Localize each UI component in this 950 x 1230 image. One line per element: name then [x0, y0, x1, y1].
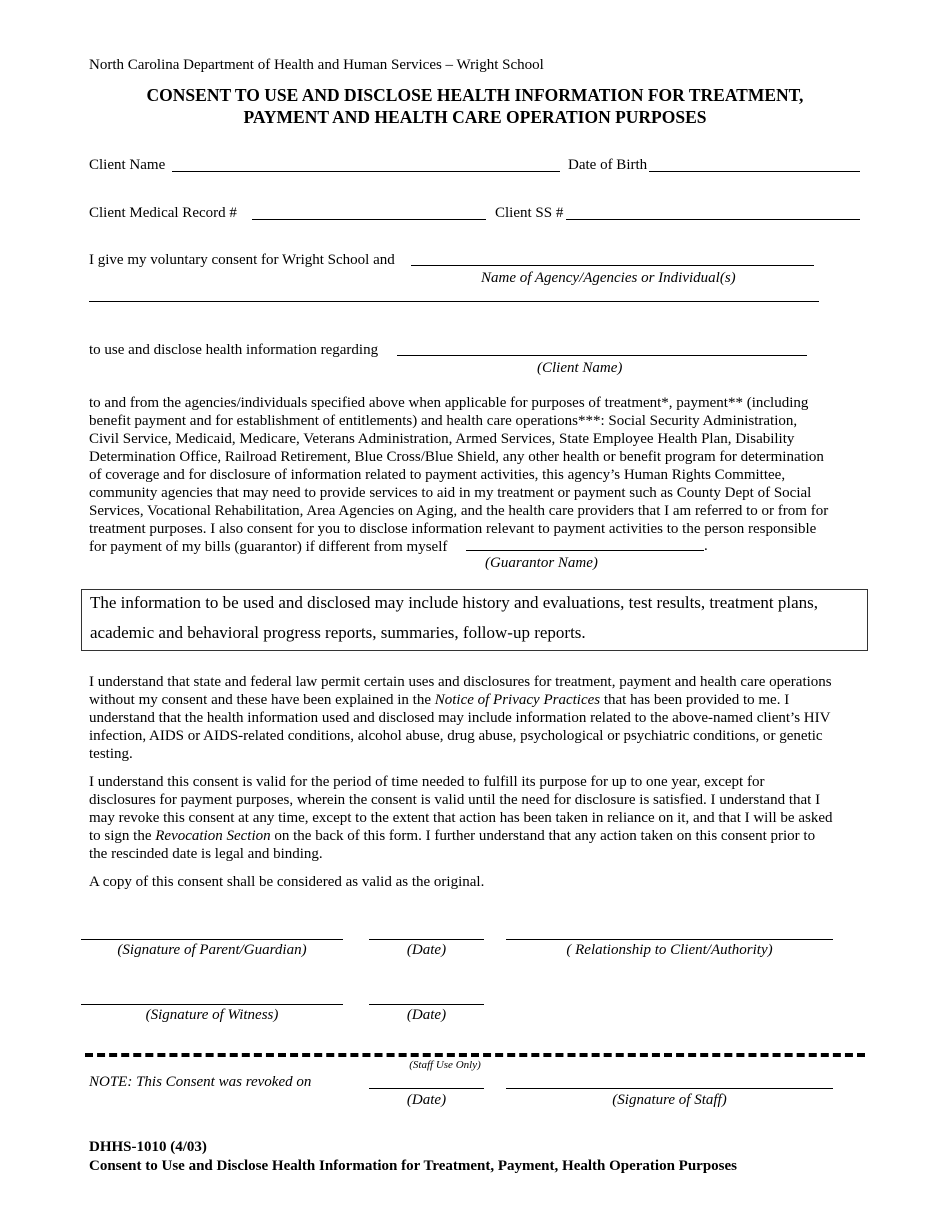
client-name-caption: (Client Name) — [537, 360, 623, 376]
staff-signature-field[interactable] — [506, 1088, 833, 1089]
use-disclose-label: to use and disclose health information regarding — [89, 342, 379, 358]
paragraph-line — [89, 691, 863, 709]
staff-signature-caption: (Signature of Staff) — [612, 1092, 727, 1108]
paragraph-line: may revoke this consent at any time, except to the extent that action has been taken in reliance on it, and that I will be asked — [89, 810, 833, 826]
agency-name-caption: Name of Agency/Agencies or Individual(s) — [481, 270, 736, 286]
paragraph-line: of coverage and for disclosure of information related to payment activities, this agency’s Human Rights Committee, — [89, 467, 786, 483]
agency-name-continuation-field[interactable] — [89, 301, 819, 302]
info-box-line-1: The information to be used and disclosed may include history and evaluations, test results, treatment plans, — [90, 593, 818, 612]
revocation-date-field[interactable] — [369, 1088, 484, 1089]
paragraph-line: I understand that state and federal law permit certain uses and disclosures for treatment, payment and health care operations — [89, 674, 832, 690]
paragraph-line: I understand this consent is valid for the period of time needed to fulfill its purpose for up to one year, except for — [89, 774, 765, 790]
parent-date-field[interactable] — [369, 939, 484, 940]
guarantor-name-field[interactable] — [466, 550, 704, 551]
staff-section-divider — [85, 1053, 865, 1057]
paragraph-line: Civil Service, Medicaid, Medicare, Veterans Administration, Armed Services, State Employee Health Plan, Disability — [89, 431, 795, 447]
guarantor-period: . — [704, 538, 708, 554]
paragraph-line: understand that the health information used and disclosed may include information related to the above-named client’s HIV — [89, 710, 831, 726]
paragraph-text: without my consent and these have been explained in the — [89, 692, 435, 708]
revocation-section: Revocation Section — [155, 828, 271, 844]
relationship-caption: ( Relationship to Client/Authority) — [566, 942, 773, 958]
paragraph-line: Determination Office, Railroad Retirement, Blue Cross/Blue Shield, any other health or benefit program for determination — [89, 449, 824, 465]
paragraph-line: for payment of my bills (guarantor) if different from myself — [89, 539, 448, 555]
paragraph-line: community agencies that may need to provide services to aid in my treatment or payment such as County Dept of Social — [89, 485, 812, 501]
notice-of-privacy-practices: Notice of Privacy Practices — [434, 692, 601, 708]
revocation-date-caption: (Date) — [406, 1092, 447, 1108]
form-title-line-2: PAYMENT AND HEALTH CARE OPERATION PURPOSES — [243, 107, 707, 127]
witness-signature-field[interactable] — [81, 1004, 343, 1005]
revoked-note: NOTE: This Consent was revoked on — [89, 1074, 312, 1090]
paragraph-line: infection, AIDS or AIDS-related conditions, alcohol abuse, drug abuse, psychological or psychiatric conditions, or genetic — [89, 728, 823, 744]
client-ss-field[interactable] — [566, 219, 860, 220]
disclosure-info-box — [81, 589, 868, 651]
agency-header: North Carolina Department of Health and Human Services – Wright School — [89, 57, 544, 73]
client-name-regarding-field[interactable] — [397, 355, 807, 356]
medical-record-field[interactable] — [252, 219, 486, 220]
medical-record-label: Client Medical Record # — [89, 205, 237, 221]
paragraph-line: disclosures for payment purposes, wherein the consent is valid until the need for disclosure is satisfied. I understand that I — [89, 792, 821, 808]
relationship-field[interactable] — [506, 939, 833, 940]
witness-date-caption: (Date) — [406, 1007, 447, 1023]
paragraph-line — [89, 827, 863, 845]
agency-name-field[interactable] — [411, 265, 814, 266]
witness-signature-caption: (Signature of Witness) — [145, 1007, 279, 1023]
purposes-paragraph — [89, 394, 863, 556]
paragraph-line: to and from the agencies/individuals specified above when applicable for purposes of treatment*, payment** (including — [89, 395, 809, 411]
consent-intro-label: I give my voluntary consent for Wright School and — [89, 252, 395, 268]
client-name-field[interactable] — [172, 171, 560, 172]
witness-date-field[interactable] — [369, 1004, 484, 1005]
date-of-birth-label: Date of Birth — [568, 157, 648, 173]
parent-signature-field[interactable] — [81, 939, 343, 940]
client-ss-label: Client SS # — [495, 205, 564, 221]
form-footer-title: Consent to Use and Disclose Health Information for Treatment, Payment, Health Operation Purposes — [89, 1158, 738, 1174]
info-box-line-2: academic and behavioral progress reports, summaries, follow-up reports. — [90, 623, 586, 642]
validity-paragraph — [89, 773, 863, 863]
paragraph-text: that has been provided to me. I — [600, 692, 790, 708]
guarantor-caption: (Guarantor Name) — [485, 555, 598, 571]
paragraph-text: to sign the — [89, 828, 156, 844]
paragraph-line: testing. — [89, 746, 133, 762]
client-name-label: Client Name — [89, 157, 166, 173]
paragraph-line: treatment purposes. I also consent for you to disclose information relevant to payment activities to the person responsible — [89, 521, 817, 537]
understanding-paragraph — [89, 673, 863, 763]
form-number: DHHS-1010 (4/03) — [89, 1139, 207, 1155]
copy-validity-statement: A copy of this consent shall be considered as valid as the original. — [89, 874, 485, 890]
paragraph-text: on the back of this form. I further understand that any action taken on this consent prior to — [270, 828, 816, 844]
paragraph-line: the rescinded date is legal and binding. — [89, 846, 323, 862]
staff-use-only-label: (Staff Use Only) — [409, 1059, 481, 1071]
parent-signature-caption: (Signature of Parent/Guardian) — [117, 942, 307, 958]
paragraph-line: Services, Vocational Rehabilitation, Area Agencies on Aging, and the health care providers that I am referred to or from for — [89, 503, 829, 519]
form-title-line-1: CONSENT TO USE AND DISCLOSE HEALTH INFORMATION FOR TREATMENT, — [146, 85, 804, 105]
parent-date-caption: (Date) — [406, 942, 447, 958]
date-of-birth-field[interactable] — [649, 171, 860, 172]
paragraph-line: benefit payment and for establishment of entitlements) and health care operations***: Social Security Administration, — [89, 413, 798, 429]
